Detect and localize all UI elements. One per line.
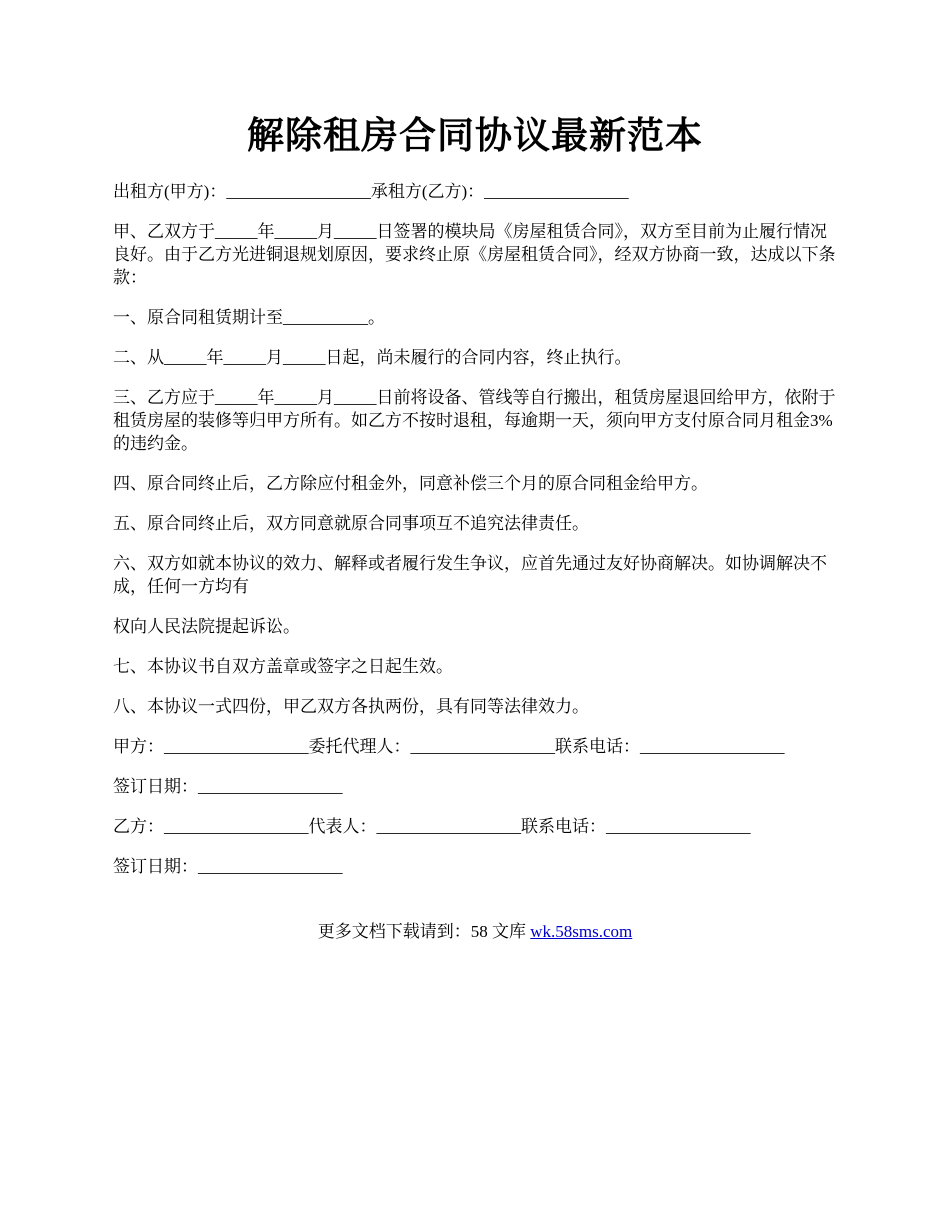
footer-text: 更多文档下载请到：58 文库 (317, 922, 531, 941)
clause-3: 三、乙方应于_____年_____月_____日前将设备、管线等自行搬出，租赁房屋退回给甲方，依附于租赁房屋的装修等归甲方所有。如乙方不按时退租，每逾期一天，须向甲方支付原合同月租金3%的违约金。 (113, 388, 836, 453)
clause-4: 四、原合同终止后，乙方除应付租金外，同意补偿三个月的原合同租金给甲方。 (113, 474, 708, 493)
party-a-signature-line: 甲方：_________________委托代理人：_________________联系电话：_________________ (113, 737, 785, 756)
clause-5: 五、原合同终止后，双方同意就原合同事项互不追究法律责任。 (113, 514, 589, 533)
clause-7: 七、本协议书自双方盖章或签字之日起生效。 (113, 657, 453, 676)
clause-1: 一、原合同租赁期计至__________。 (113, 308, 385, 327)
footer (0, 920, 950, 943)
parties-line: 出租方(甲方)：_________________承租方(乙方)：_________________ (113, 182, 629, 201)
document-body (113, 180, 840, 895)
clause-6-part-2: 权向人民法院提起诉讼。 (113, 617, 300, 636)
intro-paragraph: 甲、乙双方于_____年_____月_____日签署的模块局《房屋租赁合同》，双方至目前为止履行情况良好。由于乙方光进铜退规划原因，要求终止原《房屋租赁合同》，经双方协商一致，达成以下条款： (113, 222, 836, 287)
party-a-date-line: 签订日期：_________________ (113, 777, 343, 796)
clause-8: 八、本协议一式四份，甲乙双方各执两份，具有同等法律效力。 (113, 697, 589, 716)
clause-2: 二、从_____年_____月_____日起，尚未履行的合同内容，终止执行。 (113, 348, 632, 367)
party-b-date-line: 签订日期：_________________ (113, 857, 343, 876)
footer-link[interactable]: wk.58sms.com (530, 922, 633, 941)
clause-6-part-1: 六、双方如就本协议的效力、解释或者履行发生争议，应首先通过友好协商解决。如协调解决不成，任何一方均有 (113, 554, 827, 596)
document-title: 解除租房合同协议最新范本 (247, 114, 703, 157)
party-b-signature-line: 乙方：_________________代表人：_________________联系电话：_________________ (113, 817, 751, 836)
